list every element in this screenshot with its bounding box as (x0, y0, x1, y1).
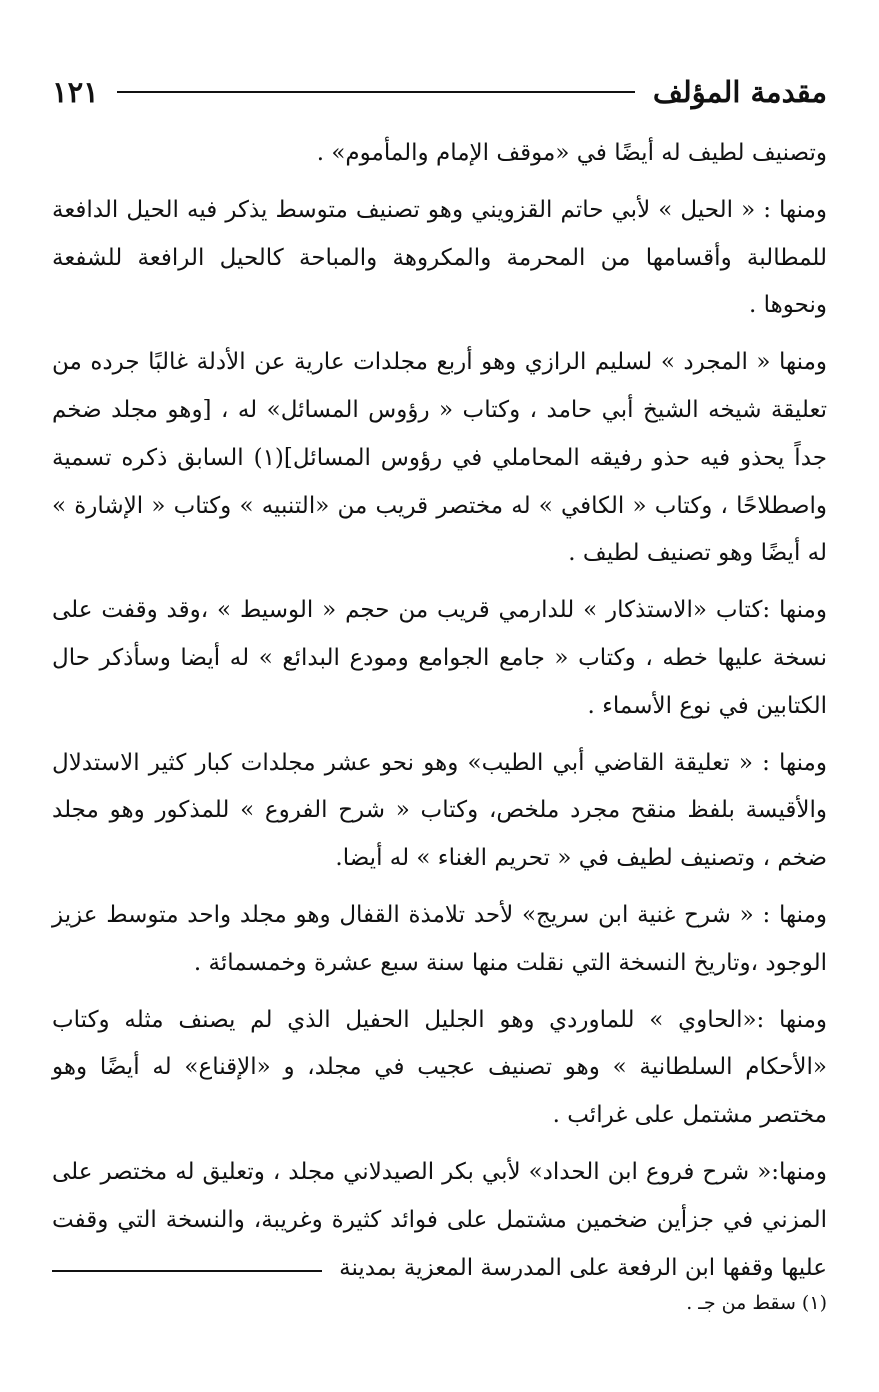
page-header (52, 68, 827, 116)
running-title: مقدمة المؤلف (652, 75, 827, 109)
paragraph: ومنها :«الحاوي » للماوردي وهو الجليل الحفيل الذي لم يصنف مثله وكتاب «الأحكام السلطانية » وهو تصنيف عجيب في مجلد، و «الإقناع» له أيضًا وهو مختصر مشتمل على غرائب . (52, 1006, 827, 1129)
header-rule (117, 91, 635, 93)
footnote: (١) سقط من جـ . (686, 1292, 827, 1314)
paragraph: ومنها:« شرح فروع ابن الحداد» لأبي بكر الصيدلاني مجلد ، وتعليق له مختصر على المزني في جزأين ضخمين مشتمل على فوائد كثيرة وغريبة، والنسخة التي وقفت عليها وقفها ابن الرفعة على المدرسة المعزية بمدينة (52, 1158, 827, 1281)
page-number: ١٢١ (52, 75, 99, 109)
paragraph: ومنها :كتاب «الاستذكار » للدارمي قريب من حجم « الوسيط » ،وقد وقفت على نسخة عليها خطه ، وكتاب « جامع الجوامع ومودع البدائع » له أيضا وسأذكر حال الكتابين في نوع الأسماء . (52, 597, 827, 719)
page-body (52, 130, 827, 1292)
paragraph: ومنها : « شرح غنية ابن سريج» لأحد تلامذة القفال وهو مجلد واحد متوسط عزيز الوجود ،وتاريخ النسخة التي نقلت منها سنة سبع عشرة وخمسمائة . (52, 901, 827, 976)
paragraph: ومنها : « تعليقة القاضي أبي الطيب» وهو نحو عشر مجلدات كبار كثير الاستدلال والأقيسة بلفظ منقح مجرد ملخص، وكتاب « شرح الفروع » للمذكور وهو مجلد ضخم ، وتصنيف لطيف في « تحريم الغناء » له أيضا. (52, 749, 827, 872)
paragraph: ومنها : « الحيل » لأبي حاتم القزويني وهو تصنيف متوسط يذكر فيه الحيل الدافعة للمطالبة وأقسامها من المحرمة والمكروهة والمباحة كالحيل الرافعة للشفعة ونحوها . (52, 196, 827, 319)
footnote-rule (52, 1270, 322, 1272)
book-page (52, 68, 827, 1392)
paragraph: ومنها « المجرد » لسليم الرازي وهو أربع مجلدات عارية عن الأدلة غالبًا جرده من تعليقة شيخه الشيخ أبي حامد ، وكتاب « رؤوس المسائل» له ، [وهو مجلد ضخم جداً يحذو فيه حذو رفيقه المحاملي في رؤوس المسائل](١) السابق ذكره تسمية واصطلاحًا ، وكتاب « الكافي » له مختصر قريب من «التنبيه » وكتاب « الإشارة » له أيضًا وهو تصنيف لطيف . (52, 349, 827, 567)
paragraph: وتصنيف لطيف له أيضًا في «موقف الإمام والمأموم» . (316, 140, 827, 166)
